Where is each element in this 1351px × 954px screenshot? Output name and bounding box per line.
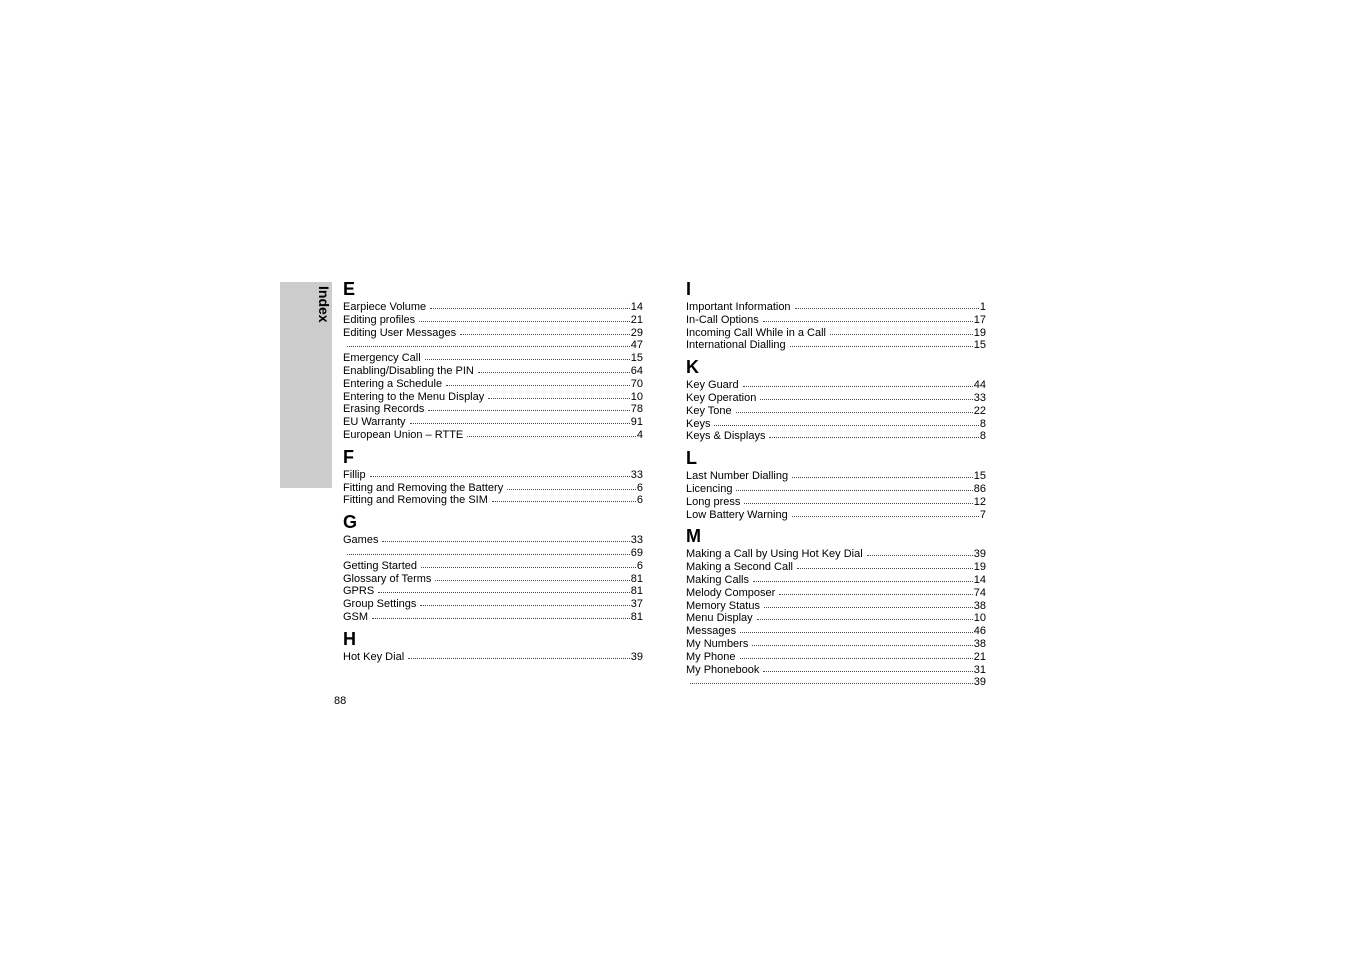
dot-leader <box>769 427 978 438</box>
index-term: European Union – RTTE <box>343 428 464 441</box>
index-page-number: 7 <box>979 508 986 521</box>
index-entry <box>686 430 986 443</box>
index-term: Editing profiles <box>343 313 416 326</box>
dot-leader <box>428 400 629 411</box>
index-term: Memory Status <box>686 599 760 612</box>
dot-leader <box>378 582 630 593</box>
index-page-number: 33 <box>973 391 986 404</box>
index-page-number: 44 <box>973 379 986 392</box>
index-entry-list <box>343 301 643 442</box>
index-page-number: 15 <box>973 470 986 483</box>
index-entry-list <box>343 469 643 507</box>
index-page-number: 39 <box>630 650 643 663</box>
index-term: Getting Started <box>343 559 417 572</box>
index-term: My Numbers <box>686 637 749 650</box>
dot-leader <box>736 402 973 413</box>
index-page-number: 6 <box>636 559 643 572</box>
index-term: Messages <box>686 625 737 638</box>
index-term: Licencing <box>686 482 733 495</box>
index-page-number: 39 <box>973 676 986 689</box>
index-page-number: 31 <box>973 663 986 676</box>
index-term: Important Information <box>686 301 791 313</box>
index-term: International Dialling <box>686 339 786 352</box>
index-term: Keys & Displays <box>686 430 766 443</box>
dot-leader <box>370 466 630 477</box>
index-term: Key Guard <box>686 379 739 392</box>
section-letter: G <box>343 512 358 533</box>
index-term: Making a Call by Using Hot Key Dial <box>686 548 863 561</box>
dot-leader <box>830 324 973 335</box>
index-entry <box>686 676 986 689</box>
index-term: Entering to the Menu Display <box>343 390 485 403</box>
index-page-number: 81 <box>630 610 643 623</box>
index-page-number: 8 <box>979 430 986 443</box>
dot-leader <box>420 595 629 606</box>
index-page-number: 17 <box>973 313 986 326</box>
index-page-number: 29 <box>630 326 643 339</box>
dot-leader <box>736 480 972 491</box>
index-page-number: 38 <box>973 637 986 650</box>
index-page-number: 74 <box>973 586 986 599</box>
index-page-number: 81 <box>630 585 643 598</box>
dot-leader <box>714 415 978 426</box>
index-page-number: 78 <box>630 403 643 416</box>
dot-leader <box>419 311 630 322</box>
dot-leader <box>467 426 636 437</box>
index-page-number: 86 <box>973 482 986 495</box>
index-page-number: 38 <box>973 599 986 612</box>
index-term: Fitting and Removing the Battery <box>343 481 504 494</box>
index-page-number: 21 <box>973 650 986 663</box>
index-term: Editing User Messages <box>343 326 457 339</box>
index-entry <box>343 651 643 664</box>
index-entry-list <box>686 301 986 352</box>
index-term: Long press <box>686 495 741 508</box>
index-term: My Phonebook <box>686 663 760 676</box>
dot-leader <box>867 545 973 556</box>
index-term: Key Tone <box>686 404 732 417</box>
index-term: Menu Display <box>686 612 753 625</box>
index-page-number: 10 <box>973 612 986 625</box>
dot-leader <box>372 608 630 619</box>
dot-leader <box>797 558 973 569</box>
section-letter: M <box>686 526 701 547</box>
section-letter: L <box>686 448 697 469</box>
dot-leader <box>430 298 630 309</box>
index-page-number: 21 <box>630 313 643 326</box>
dot-leader <box>408 648 630 659</box>
section-letter: F <box>343 446 354 467</box>
dot-leader <box>795 298 979 309</box>
dot-leader <box>347 336 630 347</box>
index-page-number: 47 <box>630 339 643 352</box>
index-page-number: 37 <box>630 598 643 611</box>
dot-leader <box>435 570 629 581</box>
index-term <box>343 547 346 560</box>
index-term: In-Call Options <box>686 313 759 326</box>
section-letter: H <box>343 628 356 649</box>
dot-leader <box>488 388 630 399</box>
index-term: Making a Second Call <box>686 561 794 574</box>
index-term: Fitting and Removing the SIM <box>343 494 488 507</box>
index-term: Erasing Records <box>343 403 425 416</box>
index-page-number: 33 <box>630 468 643 481</box>
index-page-number: 81 <box>630 572 643 585</box>
index-entry <box>686 339 986 352</box>
dot-leader <box>347 544 630 555</box>
dot-leader <box>743 376 973 387</box>
index-term: GSM <box>343 610 369 623</box>
index-term: Enabling/Disabling the PIN <box>343 364 474 377</box>
section-letter: E <box>343 279 356 299</box>
dot-leader <box>492 491 636 502</box>
index-page-number: 70 <box>630 377 643 390</box>
index-page-number: 46 <box>973 625 986 638</box>
dot-leader <box>744 493 972 504</box>
dot-leader <box>790 336 973 347</box>
index-term: Glossary of Terms <box>343 572 432 585</box>
index-page-number: 1 <box>979 301 986 313</box>
index-term: Hot Key Dial <box>343 650 405 663</box>
index-term: Last Number Dialling <box>686 470 789 483</box>
index-page-number: 91 <box>630 416 643 429</box>
dot-leader <box>764 597 973 608</box>
index-entry-list <box>686 548 986 689</box>
index-entry <box>343 429 643 442</box>
index-entry <box>686 509 986 522</box>
index-entry-list <box>686 379 986 443</box>
index-term: EU Warranty <box>343 416 406 429</box>
index-term: GPRS <box>343 585 375 598</box>
dot-leader <box>763 661 972 672</box>
index-entry-list <box>343 534 643 624</box>
dot-leader <box>760 389 972 400</box>
dot-leader <box>425 349 630 360</box>
index-term: Emergency Call <box>343 352 421 365</box>
index-term: Low Battery Warning <box>686 508 788 521</box>
index-page-number: 39 <box>973 548 986 561</box>
index-term: My Phone <box>686 650 736 663</box>
index-entry <box>343 611 643 624</box>
index-page-number: 22 <box>973 404 986 417</box>
index-page-number: 15 <box>630 352 643 365</box>
index-term: Making Calls <box>686 573 749 586</box>
index-page-number: 69 <box>630 546 643 559</box>
index-column-right <box>686 278 986 693</box>
dot-leader <box>763 311 973 322</box>
index-term: Keys <box>686 417 711 430</box>
index-term <box>343 339 346 352</box>
section-letter: K <box>686 357 699 378</box>
dot-leader <box>740 622 973 633</box>
dot-leader <box>792 467 973 478</box>
dot-leader <box>753 571 973 582</box>
index-tab-label: Index <box>316 286 332 323</box>
dot-leader <box>757 609 973 620</box>
dot-leader <box>410 413 630 424</box>
index-term: Fillip <box>343 468 366 481</box>
index-page-number: 64 <box>630 364 643 377</box>
index-page-number: 8 <box>979 417 986 430</box>
index-page-number: 19 <box>973 561 986 574</box>
index-page-number: 12 <box>973 495 986 508</box>
dot-leader <box>690 673 973 684</box>
index-term: Melody Composer <box>686 586 776 599</box>
dot-leader <box>740 648 973 659</box>
index-page-number: 14 <box>973 573 986 586</box>
index-term: Key Operation <box>686 391 757 404</box>
index-page-number: 15 <box>973 339 986 352</box>
dot-leader <box>478 362 630 373</box>
index-term <box>686 676 689 689</box>
index-term: Games <box>343 534 379 547</box>
index-page-number: 33 <box>630 534 643 547</box>
dot-leader <box>446 375 630 386</box>
index-page-number: 6 <box>636 481 643 494</box>
dot-leader <box>792 506 979 517</box>
dot-leader <box>382 531 629 542</box>
section-letter: I <box>686 279 692 299</box>
index-term: Group Settings <box>343 598 417 611</box>
index-term: Earpiece Volume <box>343 301 427 313</box>
index-entry <box>343 494 643 507</box>
index-page-number: 4 <box>636 428 643 441</box>
index-page-number: 6 <box>636 494 643 507</box>
index-page-number: 14 <box>630 301 643 313</box>
dot-leader <box>752 635 972 646</box>
index-term: Entering a Schedule <box>343 377 443 390</box>
index-column-left <box>343 278 643 668</box>
dot-leader <box>779 584 972 595</box>
page-number: 88 <box>334 695 347 707</box>
index-entry-list <box>686 470 986 521</box>
index-page-number: 10 <box>630 390 643 403</box>
index-term: Incoming Call While in a Call <box>686 326 826 339</box>
index-page-number: 19 <box>973 326 986 339</box>
index-entry-list <box>343 651 643 664</box>
dot-leader <box>507 479 636 490</box>
dot-leader <box>460 324 630 335</box>
dot-leader <box>421 557 636 568</box>
